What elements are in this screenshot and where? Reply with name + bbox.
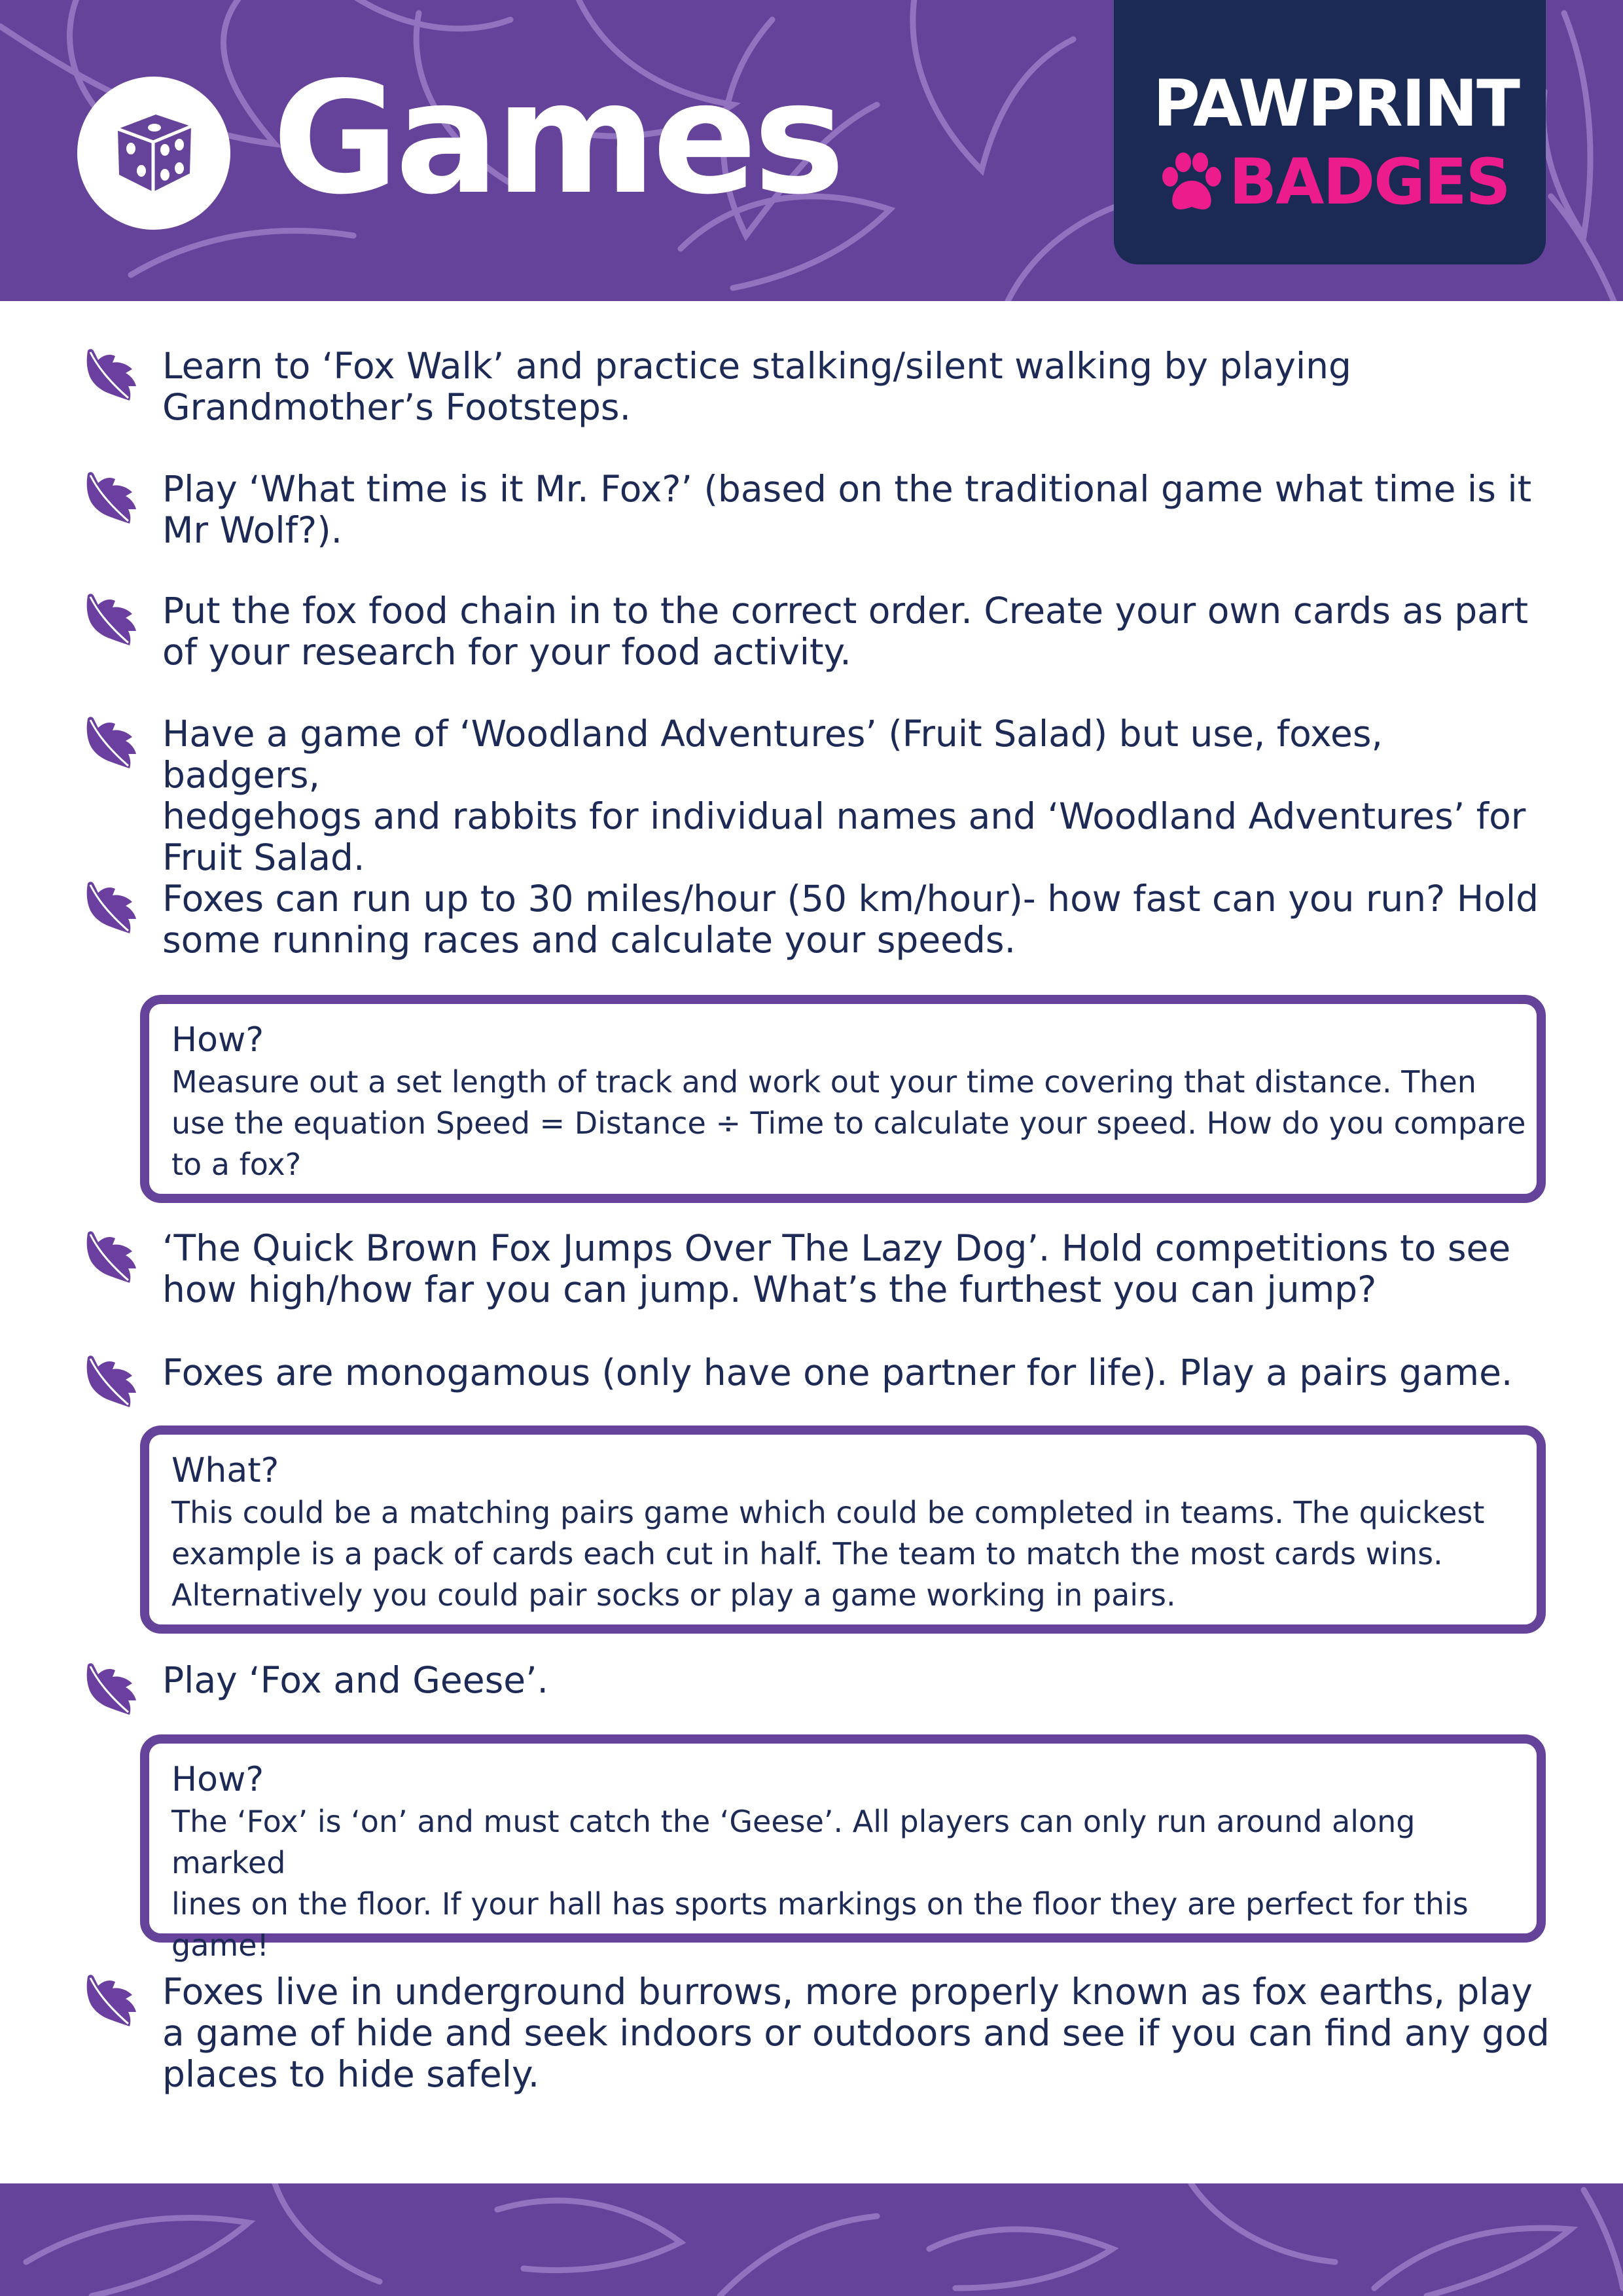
paw-icon — [1156, 152, 1224, 215]
info-box-heading: How? — [171, 1020, 264, 1060]
info-box-heading: How? — [171, 1760, 264, 1799]
list-item-text: Play ‘Fox and Geese’. — [162, 1659, 549, 1701]
list-item-text: Foxes are monogamous (only have one partner for life). Play a pairs game. — [162, 1352, 1513, 1393]
logo-text-pawprint: PAWPRINT — [1153, 67, 1519, 141]
logo-bottom-row — [1152, 145, 1518, 220]
leaf-icon — [81, 713, 139, 771]
leaf-icon — [81, 878, 139, 936]
info-box-running — [140, 995, 1546, 1203]
info-box-body: Measure out a set length of track and work out your time covering that distance. Then use the equation Speed = Distance ÷ Time to calculate your speed. How do you compare to a fox? — [171, 1064, 1526, 1182]
leaf-icon — [81, 469, 139, 526]
info-box-heading: What? — [171, 1451, 279, 1490]
header-banner — [0, 0, 1623, 301]
leaf-icon — [81, 346, 139, 403]
list-item-text: Foxes live in underground burrows, more properly known as fox earths, play a game of hide and seek indoors or outdoors and see if you can find any god places to hide safely. — [162, 1971, 1550, 2095]
footer-banner — [0, 2183, 1623, 2296]
logo-text-badges: BADGES — [1229, 145, 1510, 219]
list-item-text: Foxes can run up to 30 miles/hour (50 km/hour)- how fast can you run? Hold some running races and calculate your speeds. — [162, 878, 1539, 961]
dice-icon — [105, 103, 203, 201]
list-item-text: Have a game of ‘Woodland Adventures’ (Fruit Salad) but use, foxes, badgers, hedgehogs and rabbits for individual names and ‘Woodland Adventures’ for Fruit Salad. — [162, 713, 1526, 878]
info-box-fox-and-geese — [140, 1734, 1546, 1963]
list-item-text: Put the fox food chain in to the correct order. Create your own cards as part of your research for your food activity. — [162, 590, 1529, 673]
info-box-body: The ‘Fox’ is ‘on’ and must catch the ‘Geese’. All players can only run around along marked lines on the floor. If your hall has sports markings on the floor they are perfect for this game! — [171, 1804, 1469, 1963]
info-box-body: This could be a matching pairs game which could be completed in teams. The quickest example is a pack of cards each cut in half. The team to match the most cards wins. Alternatively you could pair socks or play a game working in pairs. — [171, 1495, 1485, 1613]
page-title: Games — [272, 48, 842, 228]
info-box-pairs — [140, 1426, 1546, 1634]
leaf-icon — [81, 1352, 139, 1410]
leaf-icon — [81, 1971, 139, 2029]
leaf-icon — [81, 590, 139, 648]
pawprint-badges-logo — [1114, 0, 1546, 264]
list-item-text: Play ‘What time is it Mr. Fox?’ (based on the traditional game what time is it Mr Wolf?). — [162, 468, 1532, 551]
leaf-icon — [81, 1660, 139, 1717]
dice-badge — [77, 77, 230, 230]
leaf-icon — [81, 1228, 139, 1285]
list-item-text: Learn to ‘Fox Walk’ and practice stalking/silent walking by playing Grandmother’s Footsteps. — [162, 345, 1351, 428]
leaf-pattern-decoration — [0, 2183, 1623, 2296]
list-item-text: ‘The Quick Brown Fox Jumps Over The Lazy Dog’. Hold competitions to see how high/how far you can jump. What’s the furthest you can jump? — [162, 1227, 1511, 1310]
